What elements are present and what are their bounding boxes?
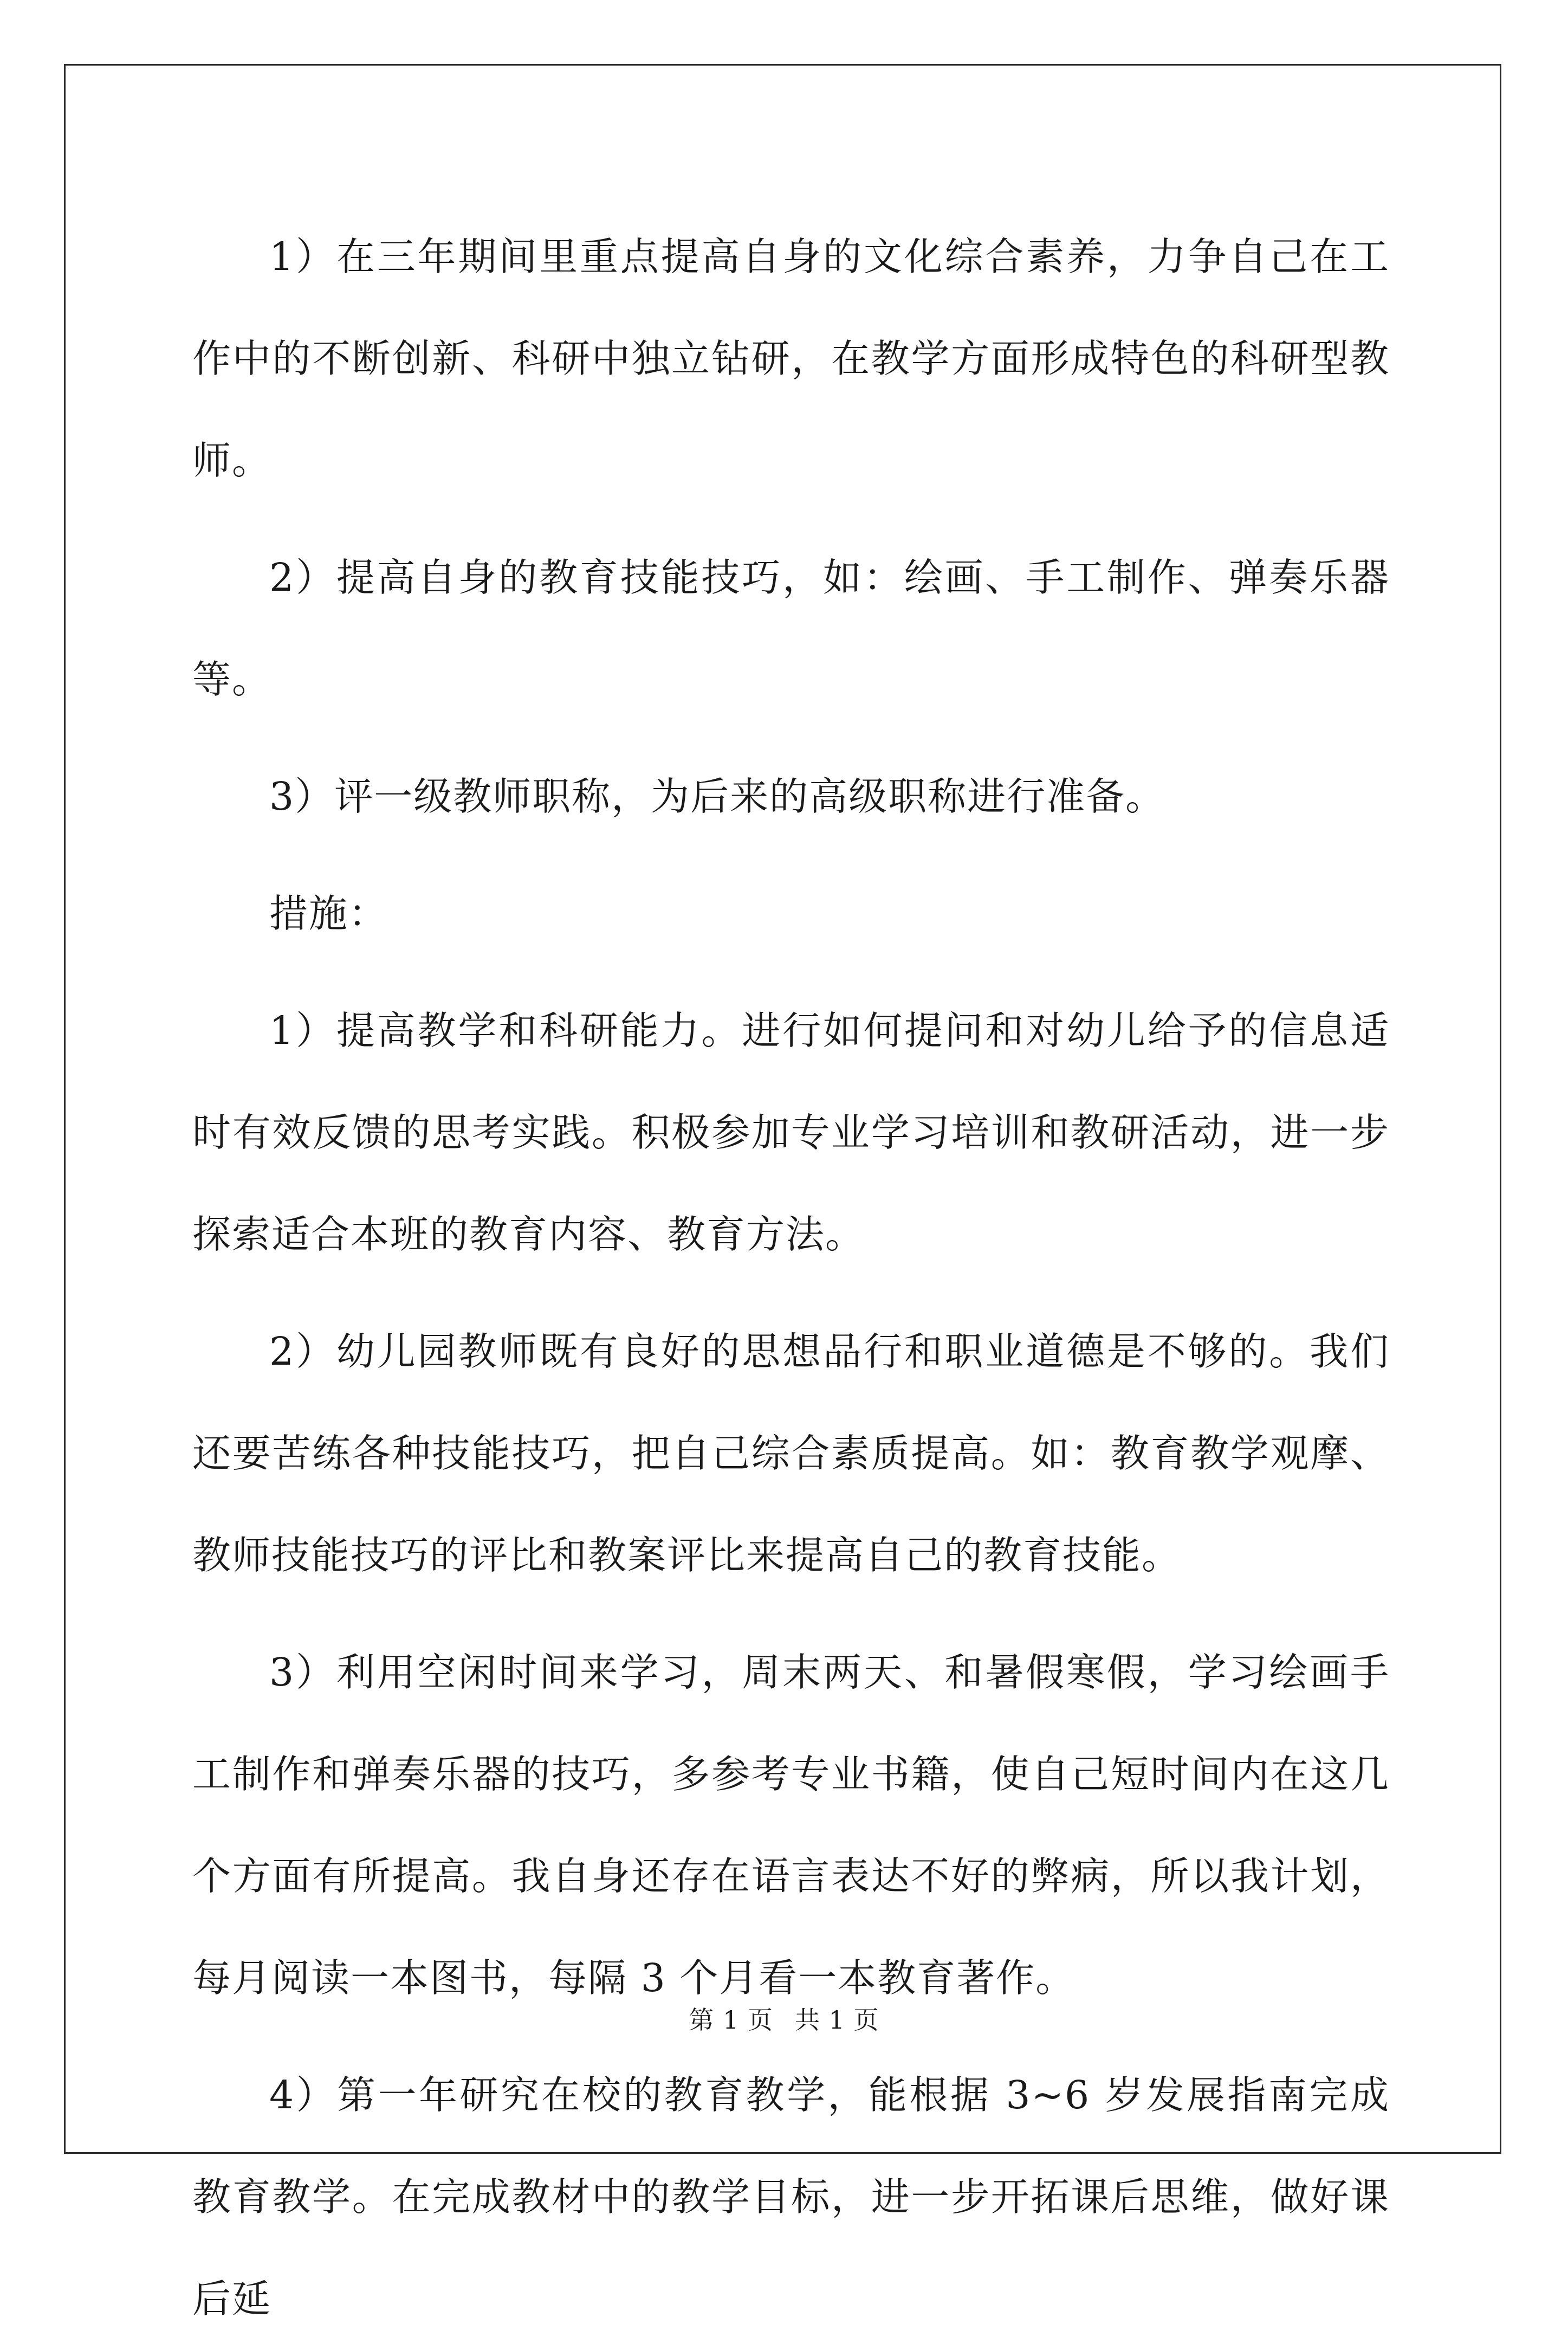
measures-heading: 措施： [269,891,388,936]
page-footer [0,2004,1568,2036]
paragraph-goal-1: 1）在三年期间里重点提高自身的文化综合素养，力争自己在工作中的不断创新、科研中独立钻研，在教学方面形成特色的科研型教师。 [192,234,1390,483]
paragraph-goal-2: 2）提高自身的教育技能技巧，如：绘画、手工制作、弹奏乐器等。 [192,555,1390,702]
page-number-total: 共 1 页 [795,2005,879,2035]
paragraph-goal-3: 3）评一级教师职称，为后来的高级职称进行准备。 [269,774,1165,819]
paragraph-measure-1: 1）提高教学和科研能力。进行如何提问和对幼儿给予的信息适时有效反馈的思考实践。积极参加专业学习培训和教研活动，进一步探索适合本班的教育内容、教育方法。 [192,1008,1390,1257]
paragraph-measure-3: 3）利用空闲时间来学习，周末两天、和暑假寒假，学习绘画手工制作和弹奏乐器的技巧，多参考专业书籍，使自己短时间内在这几个方面有所提高。我自身还存在语言表达不好的弊病，所以我计划，每月阅读一本图书，每隔 3 个月看一本教育著作。 [192,1650,1390,2000]
paragraph-measure-2: 2）幼儿园教师既有良好的思想品行和职业道德是不够的。我们还要苦练各种技能技巧，把自己综合素质提高。如：教育教学观摩、教师技能技巧的评比和教案评比来提高自己的教育技能。 [192,1329,1390,1578]
page-number-current: 第 1 页 [689,2005,773,2035]
paragraph-measure-4: 4）第一年研究在校的教育教学，能根据 3~6 岁发展指南完成教育教学。在完成教材中的教学目标，进一步开拓课后思维，做好课后延 [192,2073,1390,2321]
